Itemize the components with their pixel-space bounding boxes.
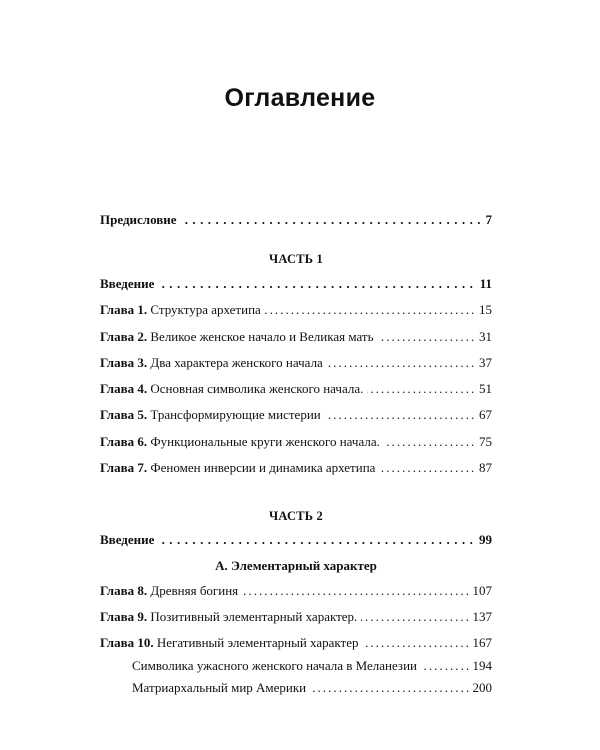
part-heading-1: ЧАСТЬ 1: [269, 252, 323, 266]
chapter-title: Негативный элементарный характер: [156, 635, 359, 650]
page-number: 87: [476, 460, 492, 476]
page-number: 31: [476, 329, 492, 345]
page-number: 75: [476, 434, 492, 450]
page-number: 37: [476, 355, 492, 371]
toc-entry-chapter-7[interactable]: [100, 460, 492, 476]
chapter-title: Феномен инверсии и динамика архетипа: [150, 460, 376, 475]
toc-entry-chapter-9[interactable]: [100, 609, 492, 625]
page-number: 167: [470, 635, 493, 651]
chapter-number: Глава 10.: [100, 635, 154, 650]
chapter-title: Позитивный элементарный характер.: [150, 609, 358, 624]
chapter-title: Древняя богиня: [150, 583, 239, 598]
page-number: 67: [476, 407, 492, 423]
page-number: 194: [470, 658, 493, 674]
chapter-number: Глава 9.: [100, 609, 148, 624]
subentry-title: Матриархальный мир Америки: [132, 680, 310, 695]
entry-label: Введение: [100, 532, 158, 547]
toc-entry-chapter-6[interactable]: [100, 434, 492, 450]
subentry-title: Символика ужасного женского начала в Меланезии: [132, 658, 421, 673]
toc-entry-chapter-8[interactable]: [100, 583, 492, 599]
toc-entry-chapter-1[interactable]: [100, 302, 492, 318]
toc-entry-chapter-3[interactable]: [100, 355, 492, 371]
page-number: 51: [476, 381, 492, 397]
chapter-number: Глава 3.: [100, 355, 148, 370]
chapter-number: Глава 8.: [100, 583, 148, 598]
chapter-title: Великое женское начало и Великая мать: [150, 329, 374, 344]
chapter-title: Функциональные круги женского начала.: [150, 434, 380, 449]
chapter-title: Трансформирующие мистерии: [150, 407, 321, 422]
part-heading-2: ЧАСТЬ 2: [269, 509, 323, 523]
toc-entry-chapter-10[interactable]: [100, 635, 492, 651]
entry-label: Предисловие: [100, 212, 181, 227]
toc-entry-part2-intro[interactable]: [100, 532, 492, 548]
chapter-number: Глава 4.: [100, 381, 148, 396]
chapter-number: Глава 7.: [100, 460, 148, 475]
toc-entry-preface[interactable]: [100, 212, 492, 228]
entry-label: Введение: [100, 276, 158, 291]
section-heading-a: А. Элементарный характер: [215, 558, 377, 573]
page-number: 200: [470, 680, 493, 696]
toc-subentry-america[interactable]: [132, 680, 492, 696]
chapter-title: Структура архетипа: [150, 302, 261, 317]
chapter-number: Глава 1.: [100, 302, 148, 317]
page-number: 15: [476, 302, 492, 318]
page-title: Оглавление: [224, 84, 376, 112]
toc-entry-chapter-5[interactable]: [100, 407, 492, 423]
chapter-number: Глава 5.: [100, 407, 148, 422]
page-number: 99: [476, 532, 492, 548]
page-number: 137: [470, 609, 493, 625]
chapter-number: Глава 2.: [100, 329, 148, 344]
toc-entry-chapter-4[interactable]: [100, 381, 492, 397]
chapter-title: Основная символика женского начала.: [150, 381, 364, 396]
page-number: 11: [477, 276, 492, 292]
toc-entry-chapter-2[interactable]: [100, 329, 492, 345]
toc-subentry-melanesia[interactable]: [132, 658, 492, 674]
page-number: 7: [483, 212, 493, 228]
chapter-title: Два характера женского начала: [150, 355, 323, 370]
toc-entry-part1-intro[interactable]: [100, 276, 492, 292]
chapter-number: Глава 6.: [100, 434, 148, 449]
page-number: 107: [470, 583, 493, 599]
